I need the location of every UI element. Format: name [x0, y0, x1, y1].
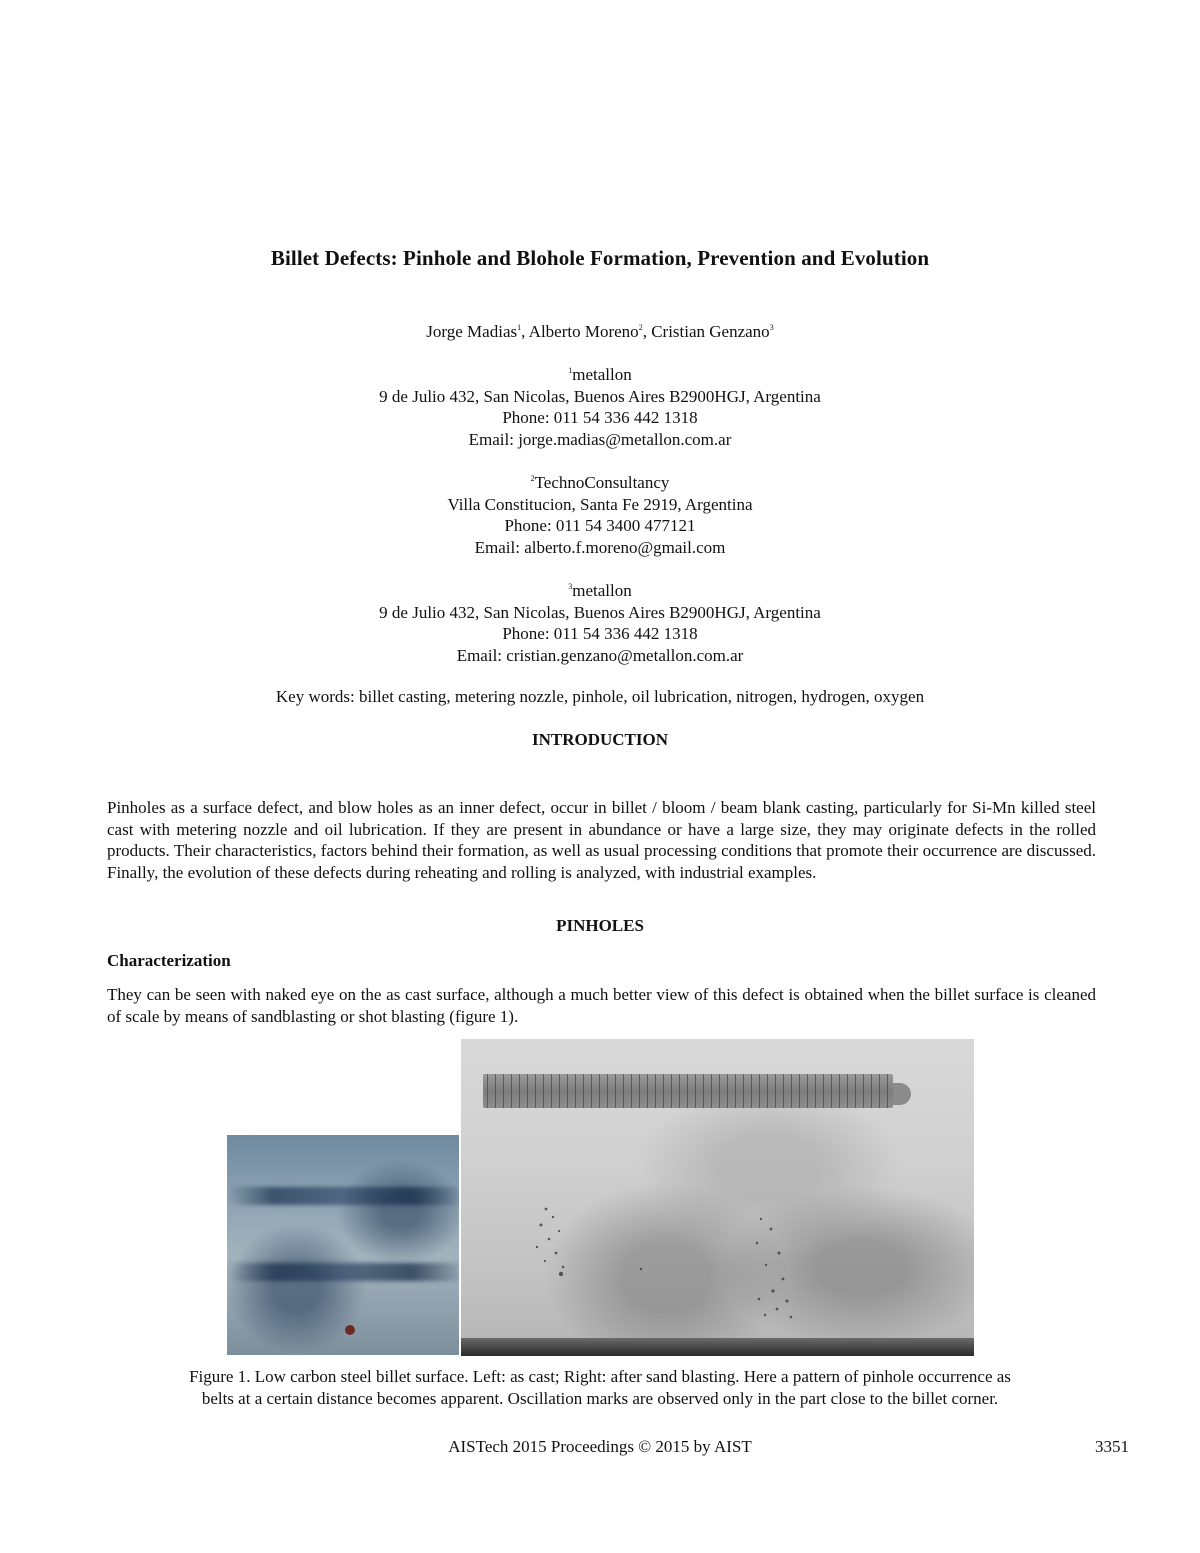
section-heading-pinholes: PINHOLES: [556, 916, 644, 935]
author-name: Jorge Madias: [426, 322, 518, 341]
affiliation-org: [0, 364, 1200, 386]
affiliation-org-name: metallon: [572, 581, 632, 600]
affiliation-email: Email: cristian.genzano@metallon.com.ar: [456, 645, 744, 665]
affiliation-email: Email: jorge.madias@metallon.com.ar: [468, 429, 732, 449]
keywords: Key words: billet casting, metering nozzle, pinhole, oil lubrication, nitrogen, hydrogen, oxygen: [275, 687, 925, 706]
section-heading-introduction: INTRODUCTION: [531, 730, 669, 749]
author-sup: 1: [517, 323, 522, 332]
affiliation-org: [0, 580, 1200, 602]
author-sup: 2: [638, 323, 643, 332]
affiliation-address: 9 de Julio 432, San Nicolas, Buenos Aires B2900HGJ, Argentina: [379, 386, 821, 406]
affiliation-address: 9 de Julio 432, San Nicolas, Buenos Aires B2900HGJ, Argentina: [379, 602, 821, 622]
figure-1-left-image: [227, 1135, 459, 1355]
affiliation-phone: Phone: 011 54 336 442 1318: [502, 408, 698, 427]
paper-title: Billet Defects: Pinhole and Blohole Formation, Prevention and Evolution: [270, 246, 930, 270]
billet-edge: [461, 1338, 974, 1356]
affiliation-address: Villa Constitucion, Santa Fe 2919, Argentina: [447, 494, 753, 514]
introduction-paragraph: Pinholes as a surface defect, and blow holes as an inner defect, occur in billet / bloom / beam blank casting, particularly for Si-Mn killed steel cast with metering nozzle and oil lubrication. If they are present in abundance or have a large size, they may originate defects in the rolled products. Their characteristics, factors behind their formation, as well as usual processing conditions that promote their occurrence are discussed. Finally, the evolution of these defects during reheating and rolling is analyzed, with industrial examples.: [107, 798, 1096, 882]
affiliation-phone: Phone: 011 54 3400 477121: [504, 516, 696, 535]
affiliation-phone: Phone: 011 54 336 442 1318: [502, 624, 698, 643]
affiliation-org-name: TechnoConsultancy: [534, 473, 670, 492]
characterization-paragraph: They can be seen with naked eye on the as cast surface, although a much better view of this defect is obtained when the billet surface is cleaned of scale by means of sandblasting or shot blasting (figure 1).: [107, 985, 1096, 1026]
caption-line: belts at a certain distance becomes apparent. Oscillation marks are observed only in the part close to the billet corner.: [201, 1388, 999, 1408]
scale-band: [227, 1187, 459, 1205]
author-line: Jorge Madias$^1$, Alberto Moreno$^2$, Cristian Genzano$^3$: [426, 322, 774, 341]
page-number: 3351: [1095, 1437, 1129, 1456]
subsection-heading-characterization: Characterization: [107, 951, 231, 970]
affiliation-sup: 1: [568, 366, 573, 375]
caption-line: Figure 1. Low carbon steel billet surface. Left: as cast; Right: after sand blasting. Here a pattern of pinhole occurrence as: [189, 1367, 1011, 1386]
affiliation-sup: 2: [530, 474, 535, 483]
figure-1-right-image: [461, 1039, 974, 1356]
scale-band: [227, 1263, 459, 1281]
defect-spot: [345, 1325, 355, 1335]
affiliation-email: Email: alberto.f.moreno@gmail.com: [474, 537, 726, 557]
affiliation-2: [0, 472, 1200, 558]
affiliation-sup: 3: [568, 582, 573, 591]
author-name: Cristian Genzano: [651, 322, 770, 341]
affiliation-org: [0, 472, 1200, 494]
affiliation-org-name: metallon: [572, 365, 632, 384]
footer-text: AISTech 2015 Proceedings © 2015 by AIST: [448, 1437, 752, 1456]
author-sup: 3: [769, 323, 774, 332]
affiliation-3: [0, 580, 1200, 666]
author-name: Alberto Moreno: [528, 322, 639, 341]
pinhole-dots: [461, 1039, 974, 1356]
figure-1-caption: [0, 1366, 1200, 1409]
affiliation-1: [0, 364, 1200, 450]
